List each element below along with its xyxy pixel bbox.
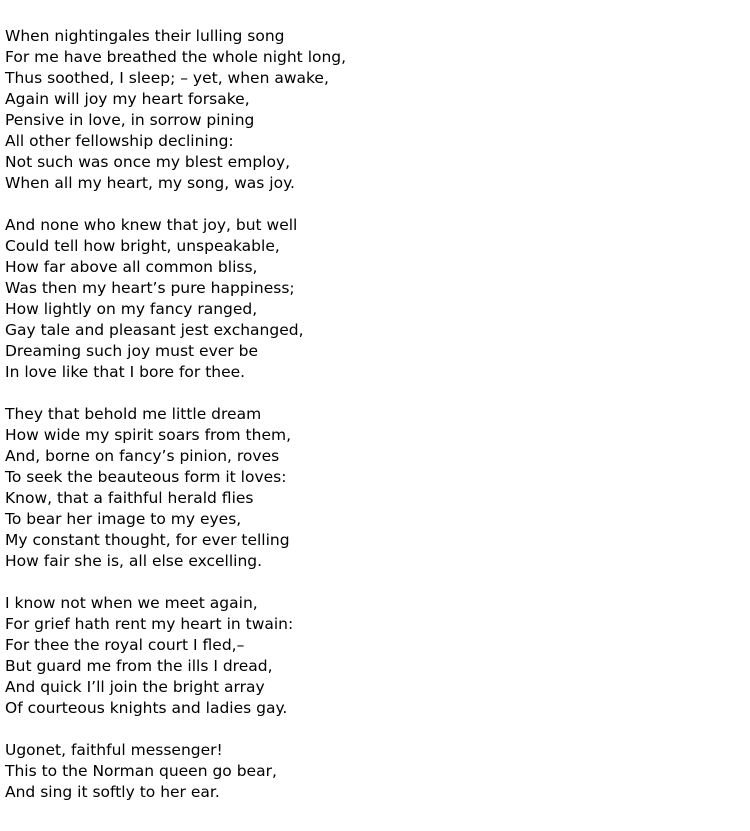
stanza-3 <box>5 404 745 572</box>
poem-line: Gay tale and pleasant jest exchanged, <box>5 321 304 339</box>
poem-line: This to the Norman queen go bear, <box>5 762 277 780</box>
poem-line: How fair she is, all else excelling. <box>5 552 263 570</box>
poem-line: When nightingales their lulling song <box>5 27 285 45</box>
poem-line: To seek the beauteous form it loves: <box>5 468 287 486</box>
poem-line: Of courteous knights and ladies gay. <box>5 699 288 717</box>
poem-line: In love like that I bore for thee. <box>5 363 246 381</box>
poem-line: Again will joy my heart forsake, <box>5 90 250 108</box>
stanza-1 <box>5 26 745 194</box>
poem-line: Not such was once my blest employ, <box>5 153 291 171</box>
poem-line: Know, that a faithful herald flies <box>5 489 254 507</box>
poem-line: And sing it softly to her ear. <box>5 783 220 801</box>
poem-line: And none who knew that joy, but well <box>5 216 298 234</box>
poem-line: I know not when we meet again, <box>5 594 258 612</box>
poem-line: Could tell how bright, unspeakable, <box>5 237 280 255</box>
poem-line: Pensive in love, in sorrow pining <box>5 111 255 129</box>
stanza-4 <box>5 593 745 719</box>
poem-line: How far above all common bliss, <box>5 258 258 276</box>
poem-line: For thee the royal court I fled,– <box>5 636 245 654</box>
poem-line: When all my heart, my song, was joy. <box>5 174 295 192</box>
poem-body <box>5 26 745 824</box>
poem-line: To bear her image to my eyes, <box>5 510 242 528</box>
poem-line: How lightly on my fancy ranged, <box>5 300 258 318</box>
poem-line: And quick I’ll join the bright array <box>5 678 265 696</box>
poem-line: But guard me from the ills I dread, <box>5 657 273 675</box>
poem-line: They that behold me little dream <box>5 405 262 423</box>
poem-line: Was then my heart’s pure happiness; <box>5 279 295 297</box>
poem-line: And, borne on fancy’s pinion, roves <box>5 447 280 465</box>
poem-line: Ugonet, faithful messenger! <box>5 741 223 759</box>
poem-line: Dreaming such joy must ever be <box>5 342 258 360</box>
poem-line: How wide my spirit soars from them, <box>5 426 292 444</box>
poem-line: All other fellowship declining: <box>5 132 234 150</box>
poem-line: For grief hath rent my heart in twain: <box>5 615 294 633</box>
poem-line: Thus soothed, I sleep; – yet, when awake, <box>5 69 329 87</box>
poem-line: My constant thought, for ever telling <box>5 531 290 549</box>
poem-line: For me have breathed the whole night long, <box>5 48 347 66</box>
stanza-2 <box>5 215 745 383</box>
stanza-5 <box>5 740 745 803</box>
